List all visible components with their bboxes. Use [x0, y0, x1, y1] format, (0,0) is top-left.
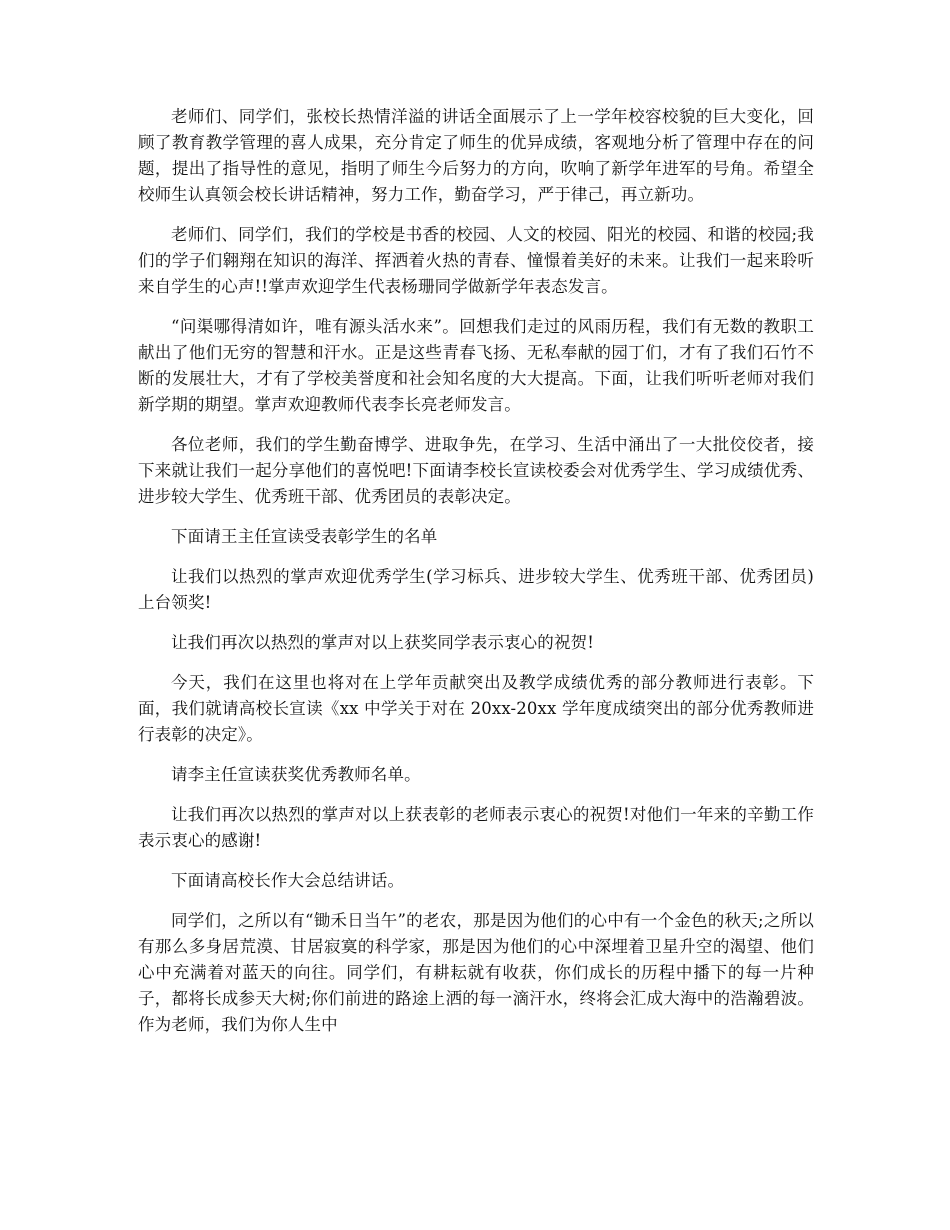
paragraph: 老师们、同学们，张校长热情洋溢的讲话全面展示了上一学年校容校貌的巨大变化，回顾了教育教学管理的喜人成果，充分肯定了师生的优异成绩，客观地分析了管理中存在的问题，提出了指导性的意见，指明了师生今后努力的方向，吹响了新学年进军的号角。希望全校师生认真领会校长讲话精神，努力工作，勤奋学习，严于律己，再立新功。	[138, 107, 814, 204]
paragraph: 今天，我们在这里也将对在上学年贡献突出及教学成绩优秀的部分教师进行表彰。下面，我们就请高校长宣读《xx 中学关于对在 20xx-20xx 学年度成绩突出的部分优秀教师进行表彰的决定》。	[138, 673, 814, 744]
paragraph: 各位老师，我们的学生勤奋博学、进取争先，在学习、生活中涌出了一大批佼佼者，接下来就让我们一起分享他们的喜悦吧!下面请李校长宣读校委会对优秀学生、学习成绩优秀、进步较大学生、优秀班干部、优秀团员的表彰决定。	[138, 435, 814, 506]
document-body	[138, 104, 814, 1052]
paragraph: 同学们，之所以有“锄禾日当午”的老农，那是因为他们的心中有一个金色的秋天;之所以有那么多身居荒漠、甘居寂寞的科学家，那是因为他们的心中深埋着卫星升空的渴望、他们心中充满着对蓝天的向往。同学们，有耕耘就有收获，你们成长的历程中播下的每一片种子，都将长成参天大树;你们前进的路途上洒的每一滴汗水，终将会汇成大海中的浩瀚碧波。作为老师，我们为你人生中	[138, 911, 814, 1034]
paragraph: “问渠哪得清如许，唯有源头活水来”。回想我们走过的风雨历程，我们有无数的教职工献出了他们无穷的智慧和汗水。正是这些青春飞扬、无私奉献的园丁们，才有了我们石竹不断的发展壮大，才有了学校美誉度和社会知名度的大大提高。下面，让我们听听老师对我们新学期的期望。掌声欢迎教师代表李长亮老师发言。	[138, 317, 814, 414]
paragraph: 下面请高校长作大会总结讲话。	[171, 871, 405, 890]
paragraph: 让我们再次以热烈的掌声对以上获表彰的老师表示衷心的祝贺!对他们一年来的辛勤工作表示衷心的感谢!	[138, 805, 814, 850]
paragraph: 下面请王主任宣读受表彰学生的名单	[171, 527, 438, 546]
paragraph: 让我们再次以热烈的掌声对以上获奖同学表示衷心的祝贺!	[171, 633, 595, 652]
paragraph: 让我们以热烈的掌声欢迎优秀学生(学习标兵、进步较大学生、优秀班干部、优秀团员)上台领奖!	[138, 567, 814, 612]
paragraph: 请李主任宣读获奖优秀教师名单。	[171, 765, 421, 784]
paragraph: 老师们、同学们，我们的学校是书香的校园、人文的校园、阳光的校园、和谐的校园;我们的学子们翱翔在知识的海洋、挥洒着火热的青春、憧憬着美好的未来。让我们一起来聆听来自学生的心声!!掌声欢迎学生代表杨珊同学做新学年表态发言。	[138, 225, 814, 296]
